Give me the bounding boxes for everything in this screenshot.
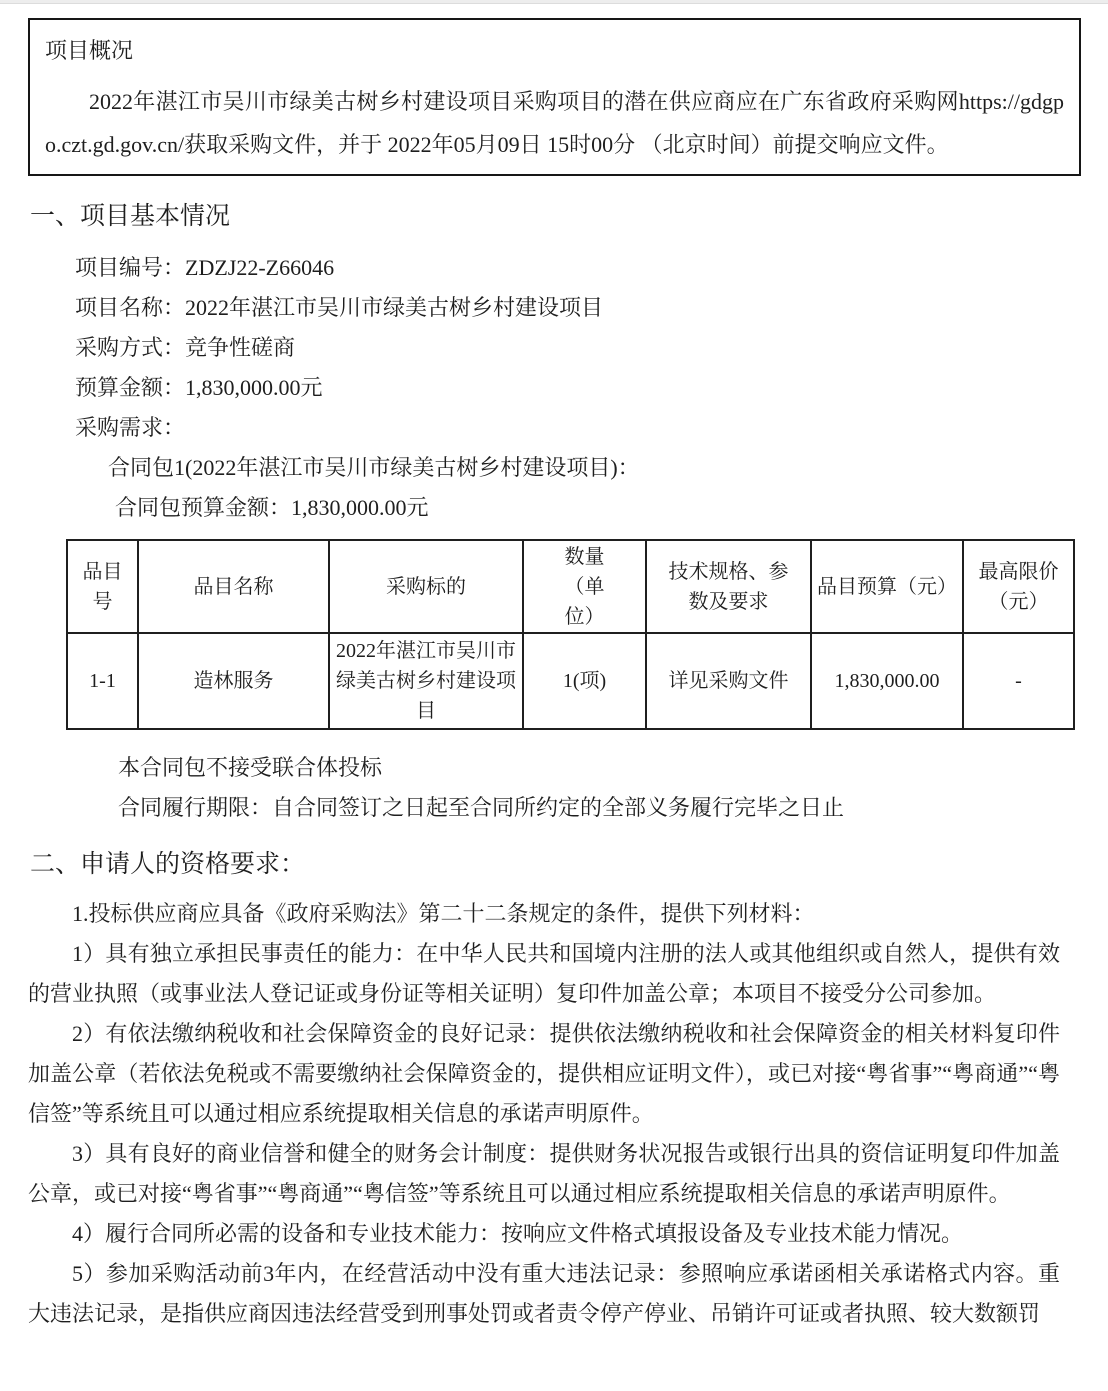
cell-procurement-subject	[329, 633, 523, 729]
section1-heading: 一、项目基本情况	[30, 203, 231, 230]
package-line: 合同包1(2022年湛江市吴川市绿美古树乡村建设项目)：	[108, 455, 640, 480]
requirement-paragraph-2: 2）有依法缴纳税收和社会保障资金的良好记录：提供依法缴纳税收和社会保障资金的相关材料复印件加盖公章（若依法免税或不需要缴纳社会保障资金的，提供相应证明文件），或已对接“粤省事”“粤商通”“粤信签”等系统且可以通过相应系统提取相关信息的承诺声明原件。	[28, 1021, 1060, 1126]
header-quantity-unit	[523, 540, 646, 633]
overview-title: 项目概况	[45, 38, 134, 63]
requirement-paragraph-3: 3）具有良好的商业信誉和健全的财务会计制度：提供财务状况报告或银行出具的资信证明复印件加盖公章，或已对接“粤省事”“粤商通”“粤信签”等系统且可以通过相应系统提取相关信息的承诺声明原件。	[28, 1141, 1060, 1206]
field-project-number: 项目编号：ZDZJ22-Z66046	[75, 255, 335, 280]
field-procurement-demand: 采购需求：	[75, 415, 186, 440]
header-item-no-label: 品目号	[82, 560, 123, 613]
cell-max-price: -	[963, 633, 1074, 729]
package-notes	[118, 748, 1108, 828]
top-edge-strip	[0, 0, 1108, 4]
project-fields	[75, 248, 1060, 448]
header-item-no	[67, 540, 138, 633]
requirement-paragraph-5: 5）参加采购活动前3年内，在经营活动中没有重大违法记录：参照响应承诺函相关承诺格式内容。重大违法记录，是指供应商因违法经营受到刑事处罚或者责令停产停业、吊销许可证或者执照、较大数额罚	[28, 1261, 1060, 1326]
header-tech-spec	[646, 540, 811, 633]
cell-item-no: 1-1	[67, 633, 138, 729]
cell-procurement-subject-text: 2022年湛江市吴川市绿美古树乡村建设项目	[336, 640, 516, 722]
cell-item-name: 造林服务	[138, 633, 329, 729]
note-contract-period: 合同履行期限：自合同签订之日起至合同所约定的全部义务履行完毕之日止	[118, 795, 845, 820]
cell-item-budget: 1,830,000.00	[811, 633, 963, 729]
header-procurement-subject-label: 采购标的	[386, 576, 466, 599]
requirement-paragraph-intro: 1.投标供应商应具备《政府采购法》第二十二条规定的条件，提供下列材料：	[72, 901, 815, 926]
header-tech-spec-label: 技术规格、参数及要求	[668, 560, 789, 613]
field-budget-amount: 预算金额：1,830,000.00元	[75, 375, 323, 400]
items-table	[66, 539, 1075, 730]
header-quantity-unit-label: 数量（单位）	[564, 545, 605, 628]
qualification-requirements	[28, 894, 1060, 1334]
header-item-name	[138, 540, 329, 633]
header-item-budget-label: 品目预算（元）	[817, 576, 957, 599]
section2-heading: 二、申请人的资格要求：	[30, 851, 306, 878]
cell-tech-spec: 详见采购文件	[646, 633, 811, 729]
field-project-name: 项目名称：2022年湛江市吴川市绿美古树乡村建设项目	[75, 295, 604, 320]
overview-box	[28, 18, 1081, 176]
table-row	[67, 633, 1074, 729]
requirement-paragraph-1: 1）具有独立承担民事责任的能力：在中华人民共和国境内注册的法人或其他组织或自然人，提供有效的营业执照（或事业法人登记证或身份证等相关证明）复印件加盖公章；本项目不接受分公司参加。	[28, 941, 1060, 1006]
header-max-price-label: 最高限价（元）	[978, 560, 1059, 613]
header-item-budget	[811, 540, 963, 633]
package-budget-line: 合同包预算金额：1,830,000.00元	[115, 495, 429, 520]
table-header-row	[67, 540, 1074, 633]
header-item-name-label: 品目名称	[193, 576, 274, 599]
requirement-paragraph-4: 4）履行合同所必需的设备和专业技术能力：按响应文件格式填报设备及专业技术能力情况。	[72, 1221, 964, 1246]
header-max-price	[963, 540, 1074, 633]
overview-text: 2022年湛江市吴川市绿美古树乡村建设项目采购项目的潜在供应商应在广东省政府采购网https://gdgpo.czt.gd.gov.cn/获取采购文件，并于 2022年05月09日 15时00分 （北京时间）前提交响应文件。	[45, 89, 1064, 157]
field-procurement-method: 采购方式：竞争性磋商	[75, 335, 296, 360]
note-joint-bid: 本合同包不接受联合体投标	[118, 755, 383, 780]
header-procurement-subject	[329, 540, 523, 633]
cell-quantity: 1(项)	[523, 633, 646, 729]
